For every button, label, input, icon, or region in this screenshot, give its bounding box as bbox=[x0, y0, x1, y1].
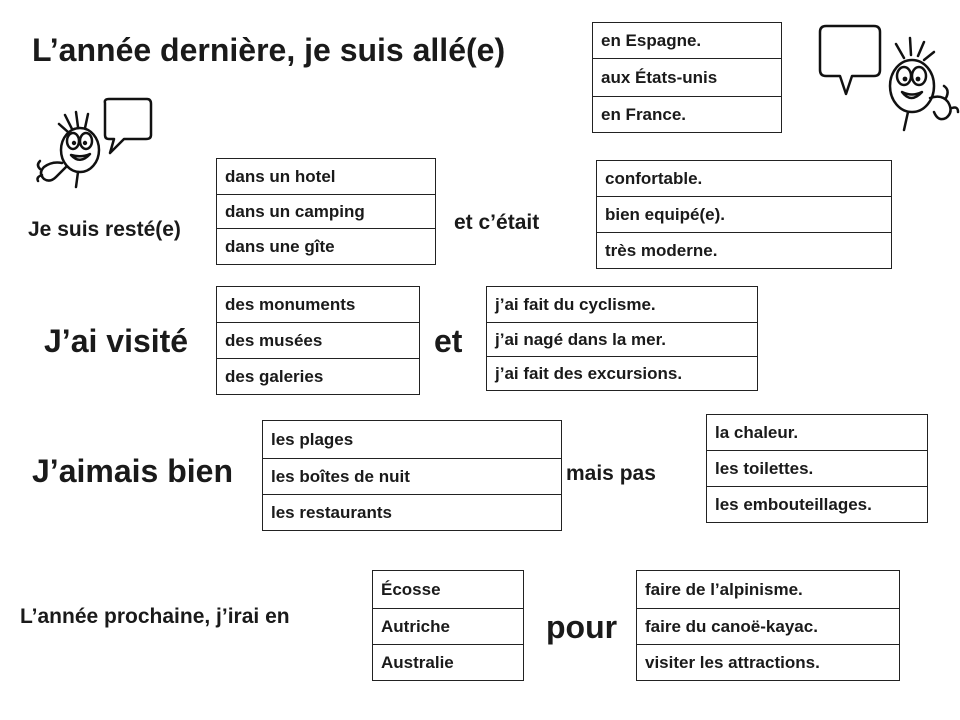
connector-mais-pas: mais pas bbox=[566, 462, 656, 485]
option-scotland[interactable]: Écosse bbox=[373, 571, 524, 609]
option-canoe-kayak[interactable]: faire du canoë-kayac. bbox=[637, 609, 900, 645]
option-comfortable[interactable]: confortable. bbox=[597, 161, 892, 197]
option-usa[interactable]: aux États-unis bbox=[593, 59, 782, 97]
sentence-start-stayed: Je suis resté(e) bbox=[28, 218, 181, 241]
connector-et: et bbox=[434, 323, 463, 359]
table-destination bbox=[592, 22, 782, 133]
table-liked bbox=[262, 420, 562, 531]
option-restaurants[interactable]: les restaurants bbox=[263, 495, 562, 531]
option-heat[interactable]: la chaleur. bbox=[707, 415, 928, 451]
option-toilets[interactable]: les toilettes. bbox=[707, 451, 928, 487]
sentence-start-last-year: L’année dernière, je suis allé(e) bbox=[32, 32, 506, 68]
option-spain[interactable]: en Espagne. bbox=[593, 23, 782, 59]
option-swam-sea[interactable]: j’ai nagé dans la mer. bbox=[487, 323, 758, 357]
option-well-equipped[interactable]: bien equipé(e). bbox=[597, 197, 892, 233]
option-galleries[interactable]: des galeries bbox=[217, 359, 420, 395]
option-camping[interactable]: dans un camping bbox=[217, 195, 436, 229]
table-activities bbox=[486, 286, 758, 391]
option-cycling[interactable]: j’ai fait du cyclisme. bbox=[487, 287, 758, 323]
sentence-start-visited: J’ai visité bbox=[44, 323, 189, 359]
option-excursions[interactable]: j’ai fait des excursions. bbox=[487, 357, 758, 391]
connector-et-cetait: et c’était bbox=[454, 211, 540, 234]
option-traffic-jams[interactable]: les embouteillages. bbox=[707, 487, 928, 523]
table-visited bbox=[216, 286, 420, 395]
connector-pour: pour bbox=[546, 609, 618, 645]
option-nightclubs[interactable]: les boîtes de nuit bbox=[263, 459, 562, 495]
option-mountaineering[interactable]: faire de l’alpinisme. bbox=[637, 571, 900, 609]
cartoon-talking-figure-icon bbox=[812, 22, 960, 132]
table-accommodation bbox=[216, 158, 436, 265]
option-museums[interactable]: des musées bbox=[217, 323, 420, 359]
option-gite[interactable]: dans une gîte bbox=[217, 229, 436, 265]
option-france[interactable]: en France. bbox=[593, 97, 782, 133]
option-hotel[interactable]: dans un hotel bbox=[217, 159, 436, 195]
table-disliked bbox=[706, 414, 928, 523]
table-quality bbox=[596, 160, 892, 269]
table-next-activities bbox=[636, 570, 900, 681]
table-next-destination bbox=[372, 570, 524, 681]
option-beaches[interactable]: les plages bbox=[263, 421, 562, 459]
cartoon-talking-figure-icon bbox=[30, 95, 160, 190]
option-austria[interactable]: Autriche bbox=[373, 609, 524, 645]
option-monuments[interactable]: des monuments bbox=[217, 287, 420, 323]
sentence-start-liked: J’aimais bien bbox=[32, 453, 233, 489]
sentence-start-next-year: L’année prochaine, j’irai en bbox=[20, 605, 290, 628]
option-very-modern[interactable]: très moderne. bbox=[597, 233, 892, 269]
option-australia[interactable]: Australie bbox=[373, 645, 524, 681]
option-attractions[interactable]: visiter les attractions. bbox=[637, 645, 900, 681]
